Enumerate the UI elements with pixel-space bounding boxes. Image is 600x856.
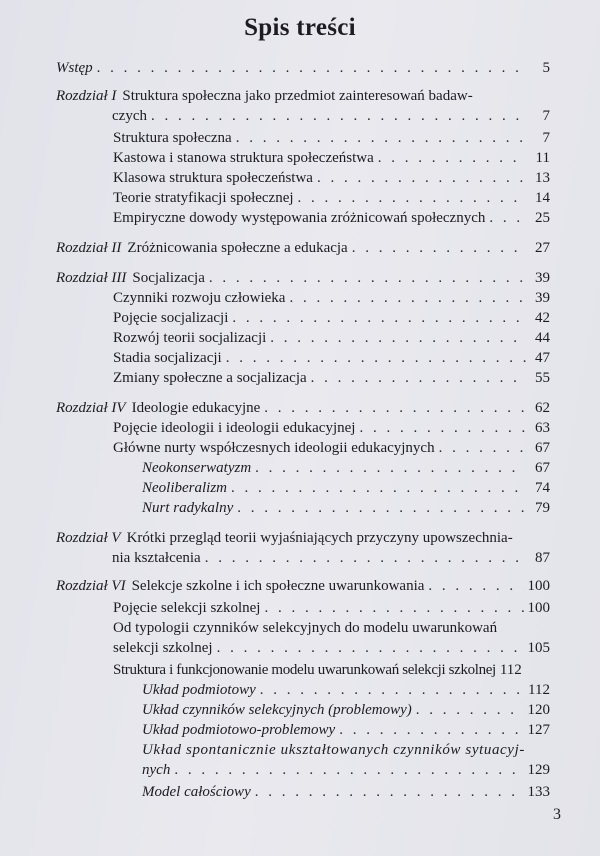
toc-subsubsection[interactable]	[142, 458, 550, 478]
toc-page-number: 44	[535, 330, 550, 346]
toc-page-number: 39	[535, 290, 550, 306]
toc-entry-text-continued: nych	[142, 762, 171, 778]
dot-leader	[311, 368, 526, 388]
toc-page-number: 27	[535, 240, 550, 256]
toc-subsection[interactable]	[113, 288, 550, 308]
dot-leader	[226, 348, 526, 368]
toc-subsubsection[interactable]	[142, 478, 550, 498]
toc-page-number: 120	[527, 702, 550, 718]
toc-subsection[interactable]	[113, 308, 550, 328]
dot-leader	[298, 188, 526, 208]
dot-leader	[339, 720, 523, 740]
toc-entry-text: Czynniki rozwoju człowieka	[113, 290, 286, 306]
toc-subsubsection[interactable]	[142, 700, 550, 720]
dot-leader	[439, 438, 526, 458]
toc-page-number: 105	[527, 640, 550, 656]
toc-entry-text: Struktura i funkcjonowanie modelu uwarunkowań selekcji szkolnej	[113, 662, 496, 678]
toc-entry-text: Zróżnicowania społeczne a edukacja	[127, 240, 348, 256]
page-number: 3	[553, 806, 561, 823]
toc-page-number: 47	[535, 350, 550, 366]
toc-subsection[interactable]	[113, 128, 550, 148]
dot-leader	[378, 148, 526, 168]
toc-entry-text: Struktura społeczna jako przedmiot zainteresowań badaw-	[122, 88, 473, 104]
toc-entry-text: Pojęcie ideologii i ideologii edukacyjnej	[113, 420, 356, 436]
toc-page-number: 67	[535, 440, 550, 456]
toc-entry-text: Wstęp	[56, 60, 93, 76]
toc-entry-text: Klasowa struktura społeczeństwa	[113, 170, 313, 186]
toc-chapter-2[interactable]	[56, 238, 550, 258]
toc-entry-text: Główne nurty współczesnych ideologii edukacyjnych	[113, 440, 435, 456]
toc-entry-text-continued: czych	[112, 108, 147, 124]
toc-entry-text: Nurt radykalny	[142, 500, 234, 516]
dot-leader	[232, 308, 526, 328]
toc-entry-wstep[interactable]	[56, 58, 550, 78]
toc-subsubsection[interactable]	[142, 498, 550, 518]
toc-page-number: 7	[542, 108, 550, 124]
toc-subsection[interactable]	[113, 438, 550, 458]
toc-page-number: 11	[535, 150, 550, 166]
toc-entry-text: Empiryczne dowody występowania zróżnicowań społecznych	[113, 210, 486, 226]
toc-entry-text: Pojęcie selekcji szkolnej	[113, 600, 261, 616]
chapter-label: Rozdział II	[56, 240, 122, 256]
dot-leader	[489, 208, 526, 228]
dot-leader	[231, 478, 526, 498]
toc-entry-text: Układ spontanicznie ukształtowanych czynników sytuacyj-	[142, 742, 525, 758]
toc-page-number: 55	[535, 370, 550, 386]
chapter-label: Rozdział VI	[56, 578, 126, 594]
dot-leader	[359, 418, 526, 438]
toc-entry-text: Teorie stratyfikacji społecznej	[113, 190, 294, 206]
toc-entry-text: Ideologie edukacyjne	[131, 400, 261, 416]
toc-entry-text: Selekcje szkolne i ich społeczne uwarunkowania	[131, 578, 425, 594]
dot-leader	[289, 288, 526, 308]
toc-chapter-1[interactable]	[56, 86, 550, 126]
toc-page-number: 133	[527, 784, 550, 800]
toc-subsubsection[interactable]	[142, 740, 550, 780]
toc-entry-text: Układ podmiotowo-problemowy	[142, 722, 336, 738]
toc-subsection[interactable]	[113, 660, 550, 680]
dot-leader	[428, 576, 523, 596]
toc-page-number: 7	[542, 130, 550, 146]
toc-chapter-3[interactable]	[56, 268, 550, 288]
chapter-label: Rozdział III	[56, 270, 127, 286]
toc-entry-text: Od typologii czynników selekcyjnych do modelu uwarunkowań	[113, 620, 498, 636]
toc-subsubsection[interactable]	[142, 680, 550, 700]
toc-page-number: 42	[535, 310, 550, 326]
toc-entry-text: Stadia socjalizacji	[113, 350, 222, 366]
dot-leader	[317, 168, 526, 188]
toc-page-number: 79	[535, 500, 550, 516]
toc-entry-text: Model całościowy	[142, 784, 251, 800]
toc-entry-text: Neokonserwatyzm	[142, 460, 252, 476]
toc-page-number: 100	[527, 600, 550, 616]
toc-page-number: 62	[535, 400, 550, 416]
chapter-label: Rozdział I	[56, 88, 117, 104]
toc-page-number: 74	[535, 480, 550, 496]
toc-page-number: 25	[535, 210, 550, 226]
toc-entry-text: Kastowa i stanowa struktura społeczeństwa	[113, 150, 374, 166]
toc-page-number: 112	[499, 662, 522, 678]
toc-subsection[interactable]	[113, 188, 550, 208]
toc-entry-text: Struktura społeczna	[113, 130, 232, 146]
chapter-label: Rozdział IV	[56, 400, 126, 416]
toc-page-number: 39	[535, 270, 550, 286]
toc-entry-text: Pojęcie socjalizacji	[113, 310, 229, 326]
dot-leader	[264, 398, 526, 418]
toc-page-number: 13	[535, 170, 550, 186]
dot-leader	[205, 548, 526, 568]
toc-entry-text: Układ podmiotowy	[142, 682, 256, 698]
toc-subsection[interactable]	[113, 328, 550, 348]
toc-entry-text: Zmiany społeczne a socjalizacja	[113, 370, 307, 386]
page-title: Spis treści	[244, 14, 356, 41]
toc-entry-text: Układ czynników selekcyjnych (problemowy)	[142, 702, 412, 718]
toc-page-number: 5	[542, 60, 550, 76]
toc-subsection[interactable]	[113, 598, 550, 618]
dot-leader	[260, 680, 524, 700]
toc-page-number: 127	[527, 722, 550, 738]
toc-page-number: 87	[535, 550, 550, 566]
toc-entry-text-continued: nia kształcenia	[112, 550, 201, 566]
toc-subsection[interactable]	[113, 148, 550, 168]
dot-leader	[174, 760, 523, 780]
dot-leader	[352, 238, 526, 258]
toc-subsubsection[interactable]	[142, 782, 550, 802]
chapter-label: Rozdział V	[56, 530, 121, 546]
toc-subsection[interactable]	[113, 348, 550, 368]
dot-leader	[416, 700, 524, 720]
toc-chapter-6[interactable]	[56, 576, 550, 596]
dot-leader	[255, 458, 526, 478]
dot-leader	[236, 128, 526, 148]
toc-entry-text: Neoliberalizm	[142, 480, 227, 496]
dot-leader	[237, 498, 526, 518]
dot-leader	[97, 58, 526, 78]
toc-entry-text-continued: selekcji szkolnej	[113, 640, 213, 656]
toc-entry-text: Socjalizacja	[132, 270, 205, 286]
dot-leader	[209, 268, 526, 288]
toc-subsection[interactable]	[113, 618, 550, 658]
toc-page-number: 112	[528, 682, 550, 698]
toc-entry-text: Rozwój teorii socjalizacji	[113, 330, 267, 346]
toc-subsubsection[interactable]	[142, 720, 550, 740]
toc-page-number: 14	[535, 190, 550, 206]
dot-leader	[270, 328, 526, 348]
dot-leader	[255, 782, 524, 802]
toc-entry-text: Krótki przegląd teorii wyjaśniających przyczyny upowszechnia-	[126, 530, 513, 546]
toc-subsection[interactable]	[113, 418, 550, 438]
toc-page-number: 63	[535, 420, 550, 436]
dot-leader	[264, 598, 523, 618]
toc-subsection[interactable]	[113, 208, 550, 228]
toc-chapter-4[interactable]	[56, 398, 550, 418]
dot-leader	[151, 106, 526, 126]
toc-subsection[interactable]	[113, 168, 550, 188]
toc-page-number: 129	[527, 762, 550, 778]
toc-subsection[interactable]	[113, 368, 550, 388]
toc-chapter-5[interactable]	[56, 528, 550, 568]
toc-page-number: 100	[527, 578, 550, 594]
toc-page-number: 67	[535, 460, 550, 476]
dot-leader	[217, 638, 524, 658]
